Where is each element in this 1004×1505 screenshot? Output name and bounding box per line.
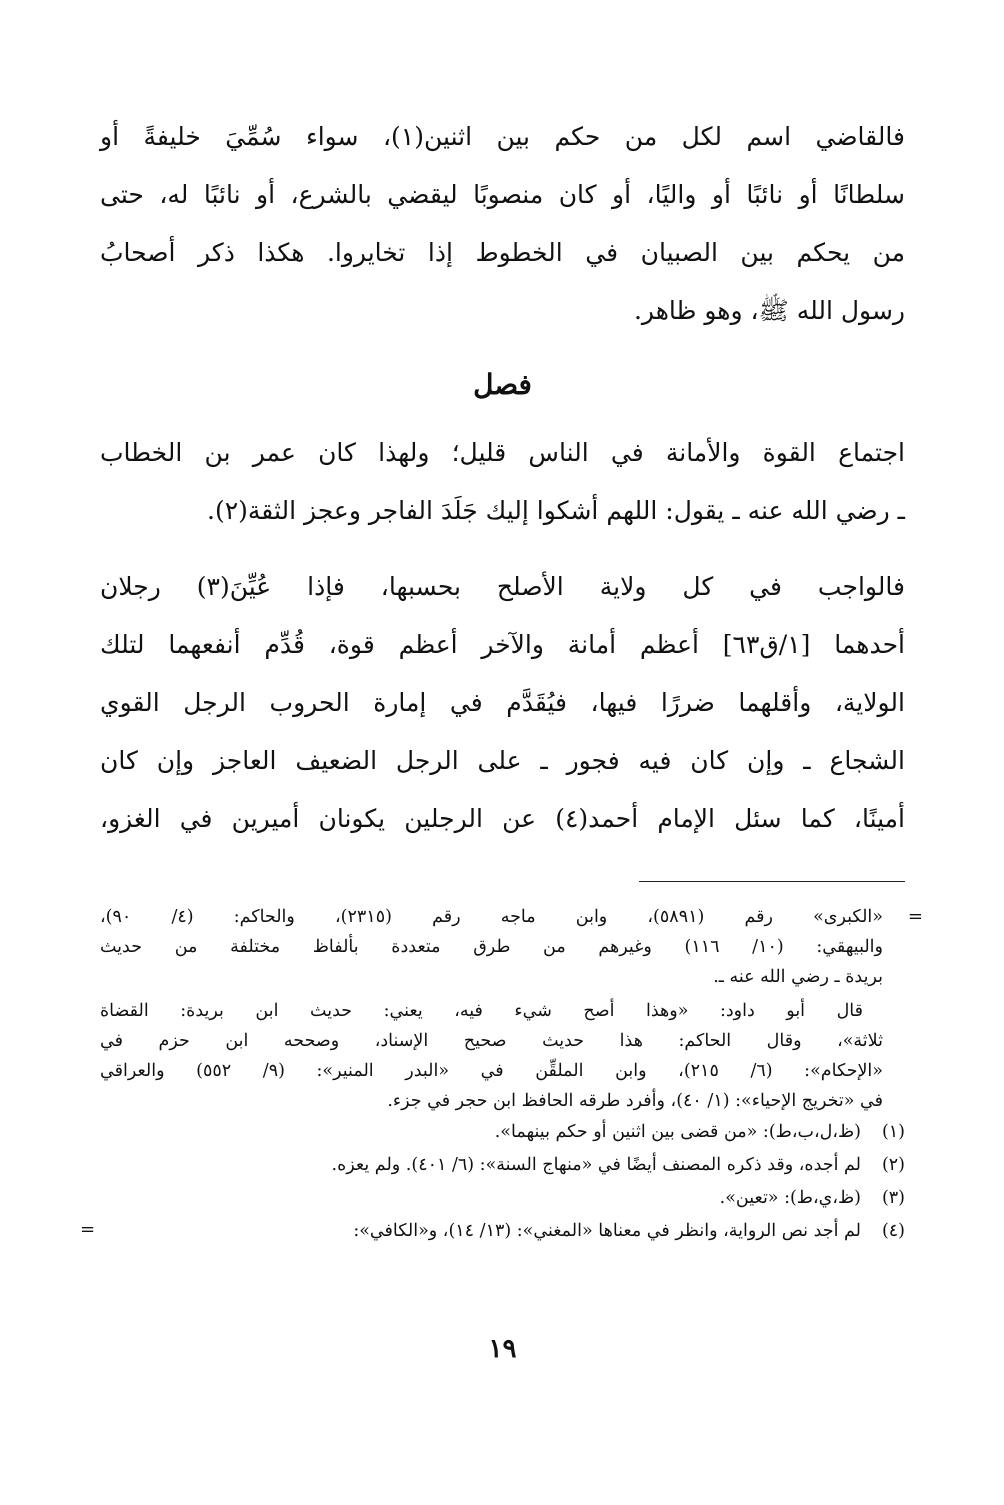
text-line: أمينًا، كما سئل الإمام أحمد(٤) عن الرجلين يكونان أميرين في الغزو، bbox=[100, 804, 906, 833]
footnote-separator bbox=[639, 881, 905, 882]
footnote-item bbox=[100, 1116, 905, 1149]
footnote-line: قال أبو داود: «وهذا أصح شيء فيه، يعني: حديث ابن بريدة: القضاة bbox=[100, 1001, 863, 1021]
footnote-text: (ظ،ل،ب،ط): «من قضى بين اثنين أو حكم بينهما». bbox=[494, 1122, 861, 1142]
continuation-marker: = bbox=[907, 906, 923, 927]
text-line: الولاية، وأقلهما ضررًا فيها، فيُقَدَّم في إمارة الحروب الرجل القوي bbox=[100, 688, 905, 717]
continuation-marker: = bbox=[80, 1219, 96, 1240]
footnote-line: والبيهقي: (١٠/ ١١٦) وغيرهم من طرق متعددة بألفاظ مختلفة من حديث bbox=[100, 937, 883, 957]
main-text bbox=[100, 108, 905, 848]
footnote-text: لم أجد نص الرواية، وانظر في معناها «المغني»: (١٣/ ١٤)، و«الكافي»: bbox=[353, 1221, 861, 1241]
text-line: الشجاع ـ وإن كان فيه فجور ـ على الرجل الضعيف العاجز وإن كان bbox=[100, 746, 905, 775]
footnote-text: لم أجده، وقد ذكره المصنف أيضًا في «منهاج السنة»: (٦/ ٤٠١). ولم يعزه. bbox=[331, 1155, 861, 1175]
text-line: فالواجب في كل ولاية الأصلح بحسبها، فإذا عُيِّنَ(٣) رجلان bbox=[100, 572, 905, 601]
footnote-number: (٤) bbox=[881, 1221, 905, 1241]
footnote-number: (١) bbox=[881, 1122, 905, 1142]
footnote-line: «الإحكام»: (٦/ ٢١٥)، وابن الملقِّن في «البدر المنير»: (٩/ ٥٥٢) والعراقي bbox=[100, 1061, 883, 1081]
section-heading: فصل bbox=[473, 368, 532, 401]
footnotes bbox=[80, 902, 923, 1248]
footnote-continuation bbox=[100, 902, 923, 992]
footnote-item bbox=[100, 1149, 905, 1182]
text-line: رسول الله ﷺ، وهو ظاهر. bbox=[633, 296, 905, 325]
footnote-number: (٣) bbox=[881, 1188, 905, 1208]
footnote-text: (ظ،ي،ط): «تعين». bbox=[719, 1188, 861, 1208]
text-line: ـ رضي الله عنه ـ يقول: اللهم أشكوا إليك جَلَدَ الفاجر وعجز الثقة(٢). bbox=[207, 496, 905, 525]
footnote-item bbox=[100, 1182, 905, 1215]
footnote-line: بريدة ـ رضي الله عنه ـ. bbox=[713, 967, 883, 987]
book-page bbox=[80, 108, 923, 1488]
footnote-line: ثلاثة»، وقال الحاكم: هذا حديث صحيح الإسناد، وصححه ابن حزم في bbox=[100, 1031, 883, 1051]
text-line: أحدهما [١/ق٦٣] أعظم أمانة والآخر أعظم قوة، قُدِّم أنفعهما لتلك bbox=[100, 630, 905, 659]
page-number: ١٩ bbox=[488, 1334, 517, 1364]
text-line: من يحكم بين الصبيان في الخطوط إذا تخايروا. هكذا ذكر أصحابُ bbox=[100, 238, 905, 267]
paragraph-3 bbox=[100, 558, 905, 848]
paragraph-1 bbox=[100, 108, 905, 340]
footnote-line: «الكبرى» رقم (٥٨٩١)، وابن ماجه رقم (٢٣١٥)، والحاكم: (٤/ ٩٠)، bbox=[100, 907, 883, 927]
text-line: اجتماع القوة والأمانة في الناس قليل؛ ولهذا كان عمر بن الخطاب bbox=[100, 438, 905, 467]
footnote-line: في «تخريج الإحياء»: (١/ ٤٠)، وأفرد طرقه الحافظ ابن حجر في جزء. bbox=[387, 1091, 883, 1111]
text-line: فالقاضي اسم لكل من حكم بين اثنين(١)، سواء سُمِّيَ خليفةً أو bbox=[100, 122, 905, 151]
paragraph-2 bbox=[100, 424, 905, 540]
text-line: سلطانًا أو نائبًا أو واليًا، أو كان منصوبًا ليقضي بالشرع، أو نائبًا له، حتى bbox=[100, 180, 905, 209]
footnote-item bbox=[80, 1215, 905, 1248]
footnote-number: (٢) bbox=[881, 1155, 905, 1175]
footnote-subparagraph bbox=[100, 996, 905, 1116]
